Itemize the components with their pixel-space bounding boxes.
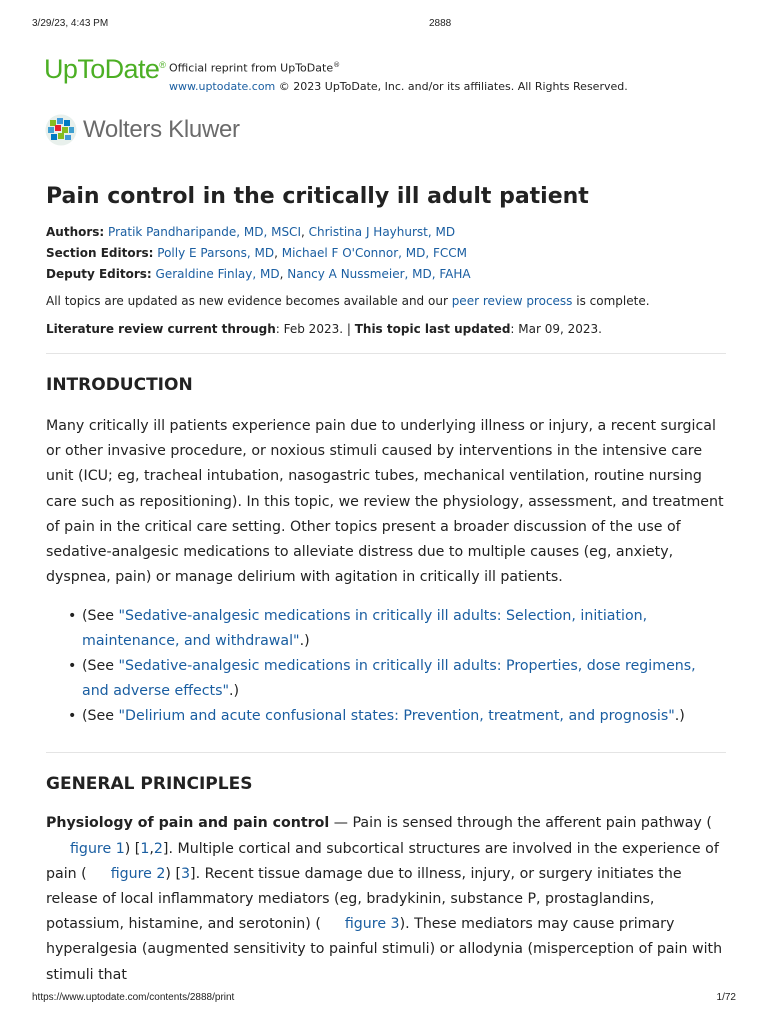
figure-link[interactable]: figure 3 — [344, 916, 400, 933]
reprint-line-text: Official reprint from UpToDate — [169, 61, 334, 75]
uptodate-site-link[interactable]: www.uptodate.com — [169, 79, 276, 93]
uptodate-logo-mark: ® — [159, 60, 166, 70]
see-prefix: (See — [82, 608, 119, 625]
list-item — [68, 654, 726, 704]
article-meta — [46, 222, 726, 285]
topic-link[interactable]: "Sedative-analgesic medications in critically ill adults: Properties, dose regimens, and adverse effects" — [82, 658, 696, 700]
section-editor-link[interactable]: Polly E Parsons, MD — [157, 246, 275, 260]
deputy-editor-link[interactable]: Nancy A Nussmeier, MD, FAHA — [287, 267, 471, 281]
figure-link[interactable]: figure 2 — [110, 865, 166, 882]
figure-icon — [93, 868, 107, 878]
list-item — [68, 704, 726, 729]
reprint-line-mark: ® — [333, 61, 341, 69]
introduction-paragraph: Many critically ill patients experience pain due to underlying illness or injury, a recent surgical or other invasive procedure, or noxious stimuli caused by interventions in the intensive care unit (ICU; eg, tracheal intubation, nasogastric tubes, mechanical ventilation, routine nursing care such as repositioning). In this topic, we review the physiology, assessment, and treatment of pain in the critical care setting. Other topics present a broader discussion of the use of sedative-analgesic medications to alleviate distress due to multiple causes (eg, anxiety, dyspnea, pain) or manage delirium with agitation in critically ill patients. — [46, 418, 724, 586]
bullet: • — [68, 608, 77, 625]
reference-link[interactable]: 1 — [140, 840, 150, 857]
update-note-text: All topics are updated as new evidence becomes available and our — [46, 294, 452, 308]
wolters-kluwer-globe-icon — [45, 114, 77, 146]
body-text: ) [ — [124, 840, 141, 857]
print-datetime: 3/29/23, 4:43 PM — [32, 18, 109, 29]
physiology-subheading: Physiology of pain and pain control — [46, 815, 330, 832]
deputy-editor-link[interactable]: Geraldine Finlay, MD — [155, 267, 280, 281]
author-link[interactable]: Pratik Pandharipande, MD, MSCI — [108, 225, 301, 239]
see-suffix: .) — [229, 683, 240, 700]
uptodate-logo — [44, 54, 165, 85]
general-principles-heading: GENERAL PRINCIPLES — [46, 774, 253, 795]
print-header — [32, 18, 736, 32]
body-text: ]. Recent tissue damage due to illness, injury, or surgery initiates the release of local inflammatory mediators (eg, bradykinin, substance P, prostaglandins, potassium, histamine, and serotonin) ( — [46, 865, 682, 933]
deputy-editors-line — [46, 264, 726, 285]
body-text: ). These mediators may cause primary hyperalgesia (augmented sensitivity to painful stimuli) or allodynia (misperception of pain with stimuli that — [46, 916, 723, 983]
print-page-number: 1/72 — [716, 992, 736, 1003]
divider — [46, 353, 726, 354]
see-prefix: (See — [82, 658, 119, 675]
introduction-heading: INTRODUCTION — [46, 375, 193, 395]
topic-link[interactable]: "Delirium and acute confusional states: Prevention, treatment, and prognosis" — [118, 708, 675, 725]
review-dates — [46, 319, 726, 339]
separator: , — [279, 267, 288, 281]
article-content — [46, 180, 726, 988]
figure-icon — [52, 843, 66, 853]
update-note-text: is complete. — [572, 294, 650, 308]
reprint-line — [169, 56, 628, 78]
authors-label: Authors: — [46, 225, 105, 239]
brand-row — [44, 54, 728, 94]
last-updated-value: : Mar 09, 2023. — [510, 322, 602, 336]
peer-review-link[interactable]: peer review process — [451, 294, 573, 308]
author-link[interactable]: Christina J Hayhurst, MD — [308, 225, 456, 239]
see-suffix: .) — [674, 708, 685, 725]
list-item — [68, 604, 726, 654]
body-text: Pain is sensed through the afferent pain pathway ( — [352, 815, 712, 832]
figure-icon — [327, 918, 341, 928]
see-suffix: .) — [299, 633, 310, 650]
separator: , — [274, 246, 282, 260]
update-note — [46, 291, 726, 311]
separator: , — [300, 225, 309, 239]
lit-review-value: : Feb 2023. | — [275, 322, 355, 336]
print-page-id: 2888 — [429, 18, 452, 29]
copyright-text: © 2023 UpToDate, Inc. and/or its affiliates. All Rights Reserved. — [275, 79, 628, 93]
dash: — — [329, 815, 353, 832]
divider — [46, 752, 726, 753]
section-editors-label: Section Editors: — [46, 246, 154, 260]
see-prefix: (See — [82, 708, 119, 725]
body-text: ) [ — [165, 865, 182, 882]
ref-separator: , — [149, 840, 154, 857]
reprint-notice — [169, 56, 628, 96]
print-url: https://www.uptodate.com/contents/2888/print — [32, 992, 235, 1003]
reference-link[interactable]: 3 — [181, 865, 191, 882]
deputy-editors-label: Deputy Editors: — [46, 267, 152, 281]
topic-link[interactable]: "Sedative-analgesic medications in critically ill adults: Selection, initiation, maintenance, and withdrawal" — [82, 608, 648, 650]
general-principles-paragraph — [46, 811, 726, 987]
authors-line — [46, 222, 726, 243]
publisher-name: Wolters Kluwer — [83, 116, 240, 143]
see-also-list — [46, 604, 726, 729]
bullet: • — [68, 708, 77, 725]
article-title: Pain control in the critically ill adult patient — [46, 184, 589, 209]
last-updated-label: This topic last updated — [354, 322, 511, 336]
section-editor-link[interactable]: Michael F O'Connor, MD, FCCM — [281, 246, 468, 260]
bullet: • — [68, 658, 77, 675]
section-editors-line — [46, 243, 726, 264]
body-text: ]. Multiple cortical and subcortical structures are involved in the experience of pain ( — [46, 840, 719, 882]
uptodate-logo-text: UpToDate — [44, 54, 160, 84]
figure-link[interactable]: figure 1 — [70, 840, 125, 857]
reference-link[interactable]: 2 — [153, 840, 163, 857]
print-footer — [32, 992, 736, 1006]
lit-review-label: Literature review current through — [46, 322, 276, 336]
copyright-line — [169, 78, 628, 96]
